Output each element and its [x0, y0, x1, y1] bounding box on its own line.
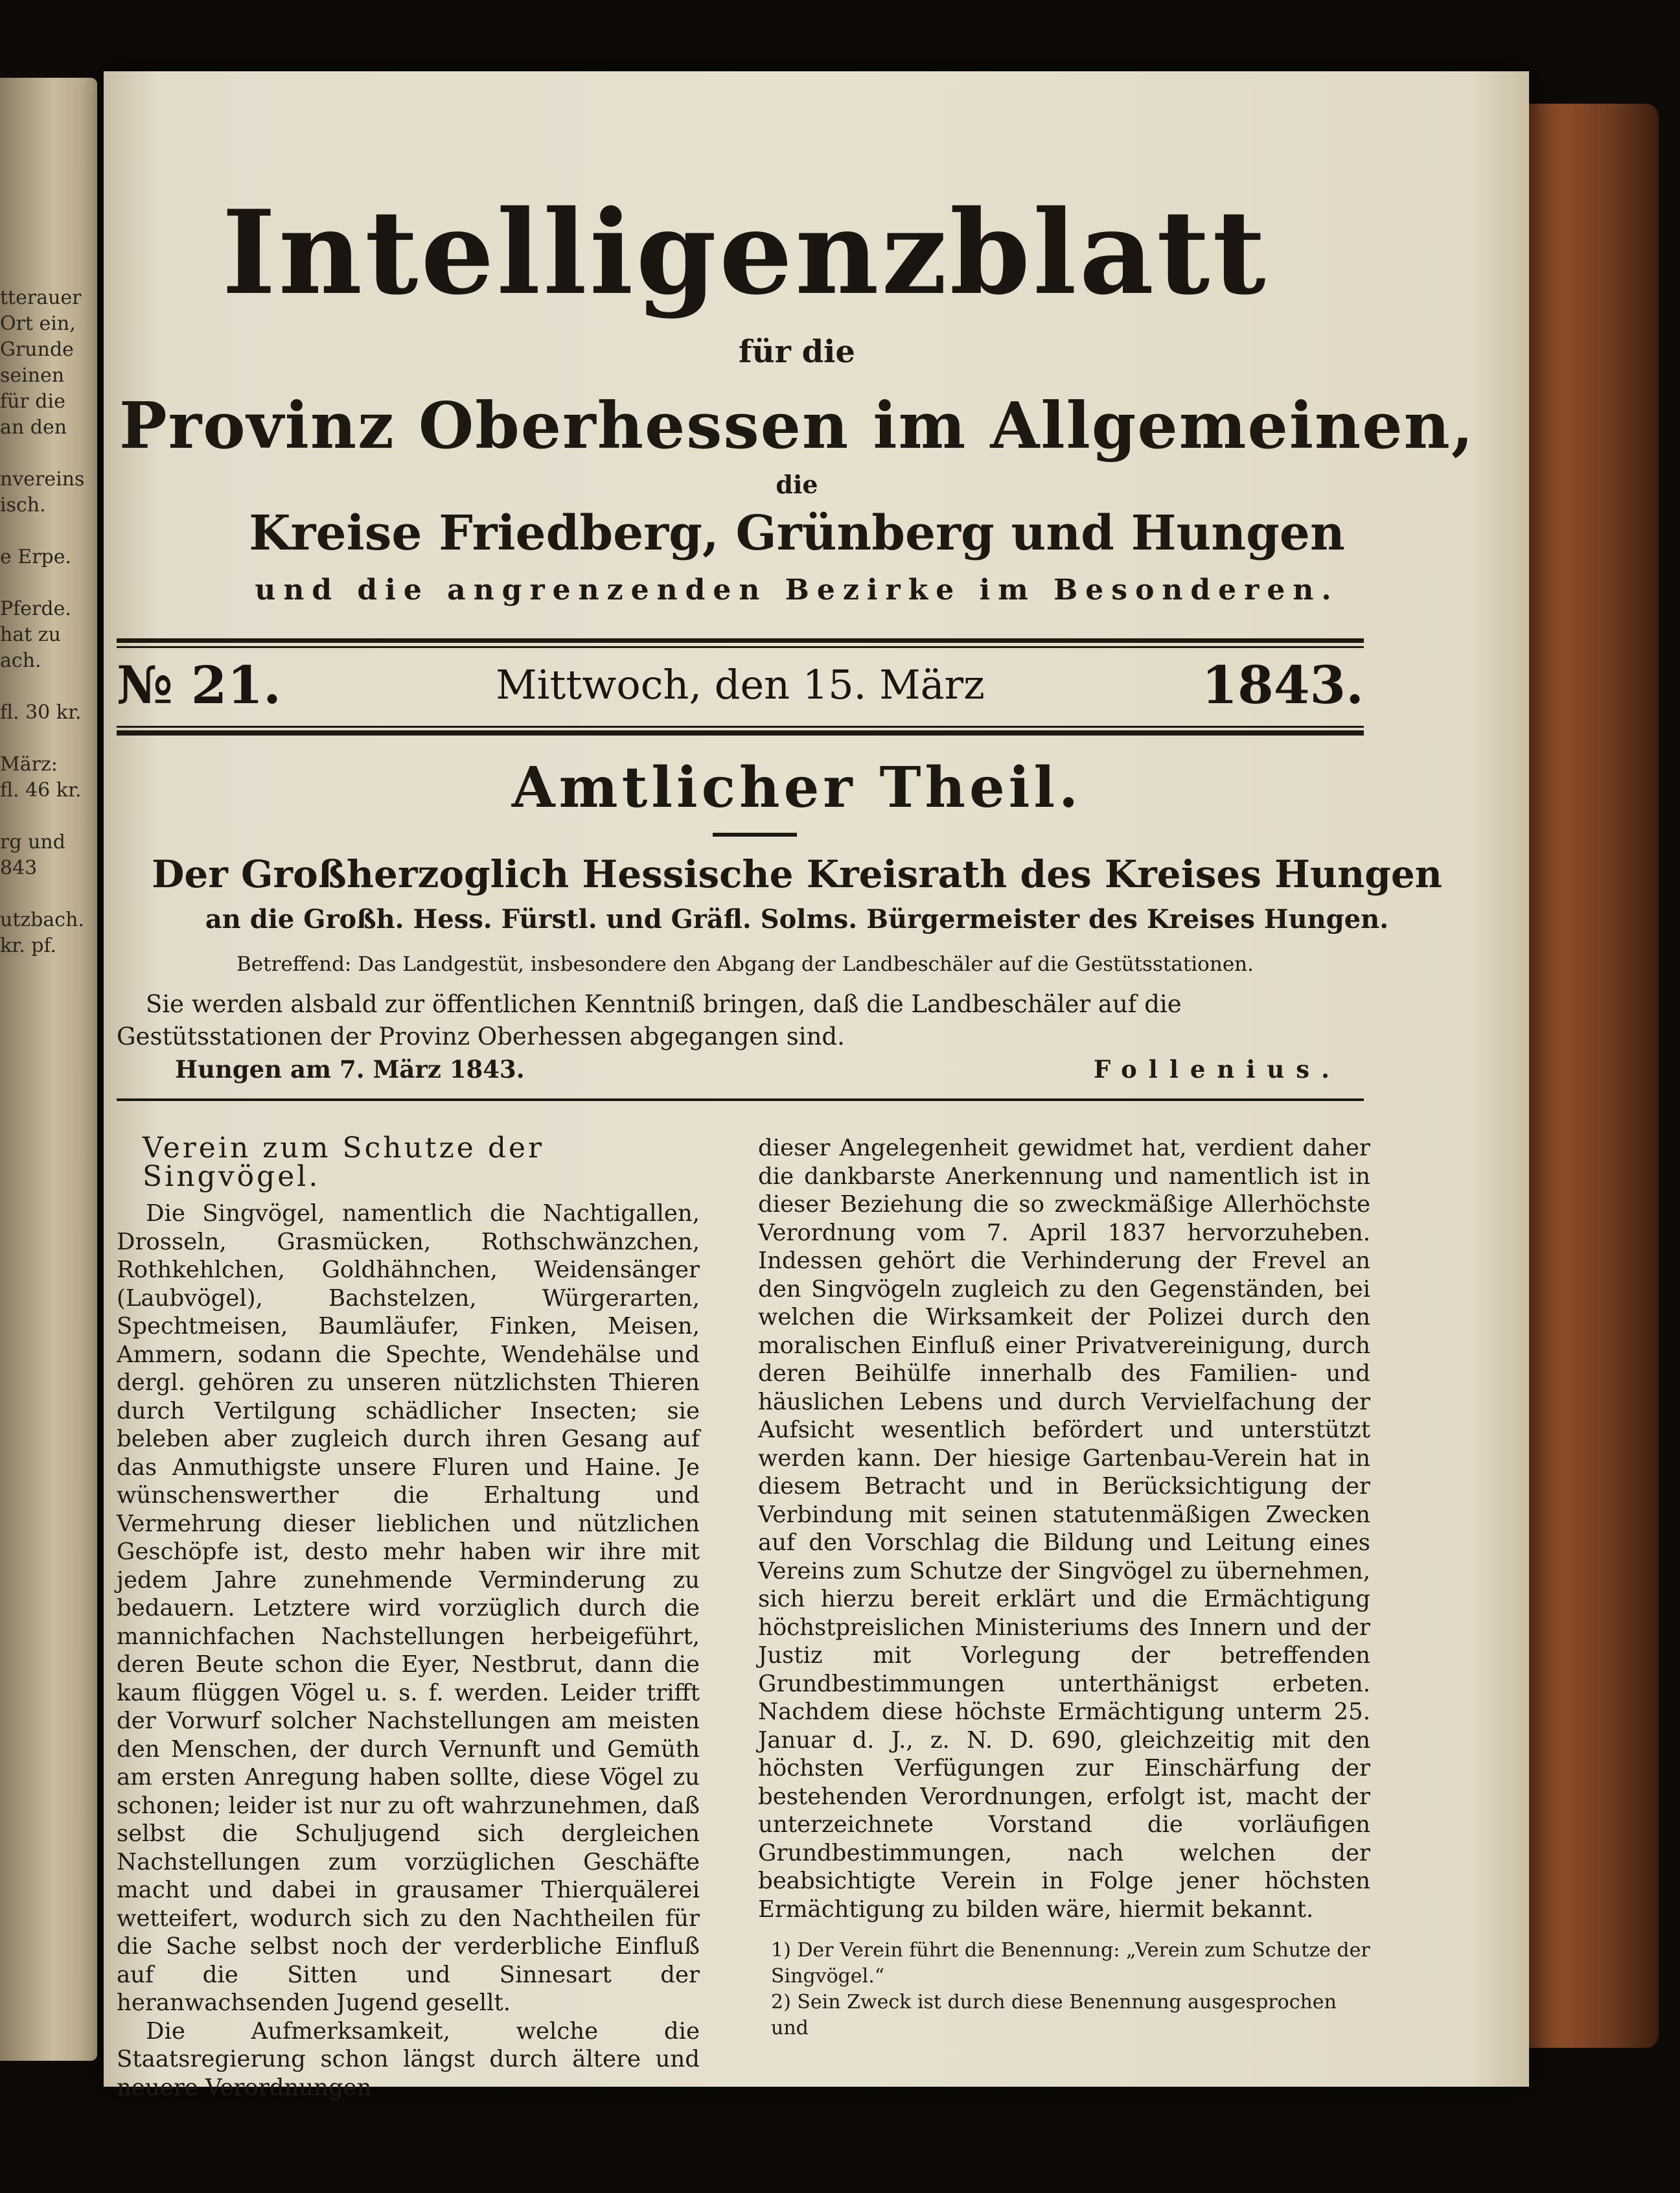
left-page-fragment: ach.	[0, 649, 41, 672]
section-divider	[713, 833, 797, 837]
left-page-text-fragments	[0, 285, 84, 959]
left-page-fragment	[0, 674, 84, 700]
left-page-fragment: e Erpe.	[0, 546, 72, 568]
masthead-provinz: Provinz Oberhessen im Allgemeinen,	[119, 389, 1475, 463]
notice-rule	[117, 1098, 1364, 1101]
left-page-fragment	[0, 881, 84, 907]
masthead-kreise: Kreise Friedberg, Grünberg und Hungen	[249, 505, 1345, 561]
left-page-fragment: nvereins	[0, 468, 84, 491]
issue-row	[117, 655, 1364, 719]
article-paragraph: Die Aufmerksamkeit, welche die Staatsregierung schon längst durch ältere und neuere Verordnungen	[117, 2017, 700, 2101]
left-page-fragment: Ort ein,	[0, 312, 76, 335]
masthead-rule-top-thin	[117, 646, 1364, 648]
notice-sender: Der Großherzoglich Hessische Kreisrath des Kreises Hungen	[152, 852, 1442, 896]
issue-year: 1843.	[1201, 655, 1364, 715]
left-page-fragment: seinen	[0, 364, 65, 387]
left-page-fragment: isch.	[0, 494, 46, 516]
masthead-rule-top	[117, 638, 1364, 643]
left-page-fragment	[0, 441, 84, 467]
left-page-fragment: rg und	[0, 831, 65, 853]
notice-signature: Follenius.	[1093, 1055, 1341, 1084]
masthead-angrenzend: und die angrenzenden Bezirke im Besonderen.	[255, 574, 1339, 607]
footnote-1: 1) Der Verein führt die Benennung: „Verein zum Schutze der Singvögel.“	[771, 1939, 1370, 1988]
notice-body: Sie werden alsbald zur öffentlichen Kenntniß bringen, daß die Landbeschäler auf die Gestütsstationen der Provinz Oberhessen abgegangen sind.	[117, 990, 1182, 1050]
left-page-fragment: tterauer	[0, 286, 82, 309]
masthead-die: die	[776, 470, 818, 499]
article-paragraph: Die Singvögel, namentlich die Nachtigallen, Drosseln, Grasmücken, Rothschwänzchen, Rothkehlchen, Goldhähnchen, Weidensänger (Laubvögel), Bachstelzen, Würgerarten, Spechtmeisen, Baumläufer, Finken, Meisen, Ammern, sodann die Spechte, Wendehälse und dergl. gehören zu unseren nützlichsten Thieren durch Vertilgung schädlicher Insecten; sie beleben aber zugleich durch ihren Gesang auf das Anmuthigste unsere Fluren und Haine. Je wünschenswerther die Erhaltung und Vermehrung dieser lieblichen und nützlichen Geschöpfe ist, desto mehr haben wir ihre mit jedem Jahre zunehmende Verminderung zu bedauern. Letztere wird vorzüglich durch die mannichfachen Nachstellungen herbeigeführt, deren Beute schon die Eyer, Nestbrut, dann die kaum flüggen Vögel u. s. f. werden. Leider trifft der Vorwurf solcher Nachstellungen am meisten den Menschen, der durch Vernunft und Gemüth am ersten Anregung haben sollte, diese Vögel zu schonen; leider ist nur zu oft wahrzunehmen, daß selbst die Schuljugend sich dergleichen Nachstellungen zum vorzüglichen Geschäfte macht und dabei in grausamer Thierquälerei wetteifert, wodurch sich zu den Nachtheilen für die Sache selbst noch der verderbliche Einfluß auf die Sitten und Sinnesart der heranwachsenden Jugend gesellt.	[117, 1200, 700, 2016]
section-title: Amtlicher Theil.	[511, 755, 1083, 820]
article-heading: Verein zum Schutze der Singvögel.	[143, 1131, 545, 1193]
issue-rule-thin	[117, 726, 1364, 728]
left-page-fragment: Pferde.	[0, 598, 71, 620]
notice-footer	[175, 1055, 1341, 1084]
left-page-fragment: an den	[0, 416, 67, 439]
left-page-fragment: fl. 30 kr.	[0, 701, 82, 724]
left-page-fragment: fl. 46 kr.	[0, 779, 82, 802]
left-page-fragment: utzbach.	[0, 909, 84, 931]
article-column-right	[758, 1134, 1370, 2041]
left-page-fragment: kr. pf.	[0, 934, 57, 957]
left-page-fragment	[0, 570, 84, 596]
article-footnotes	[758, 1938, 1370, 2041]
issue-date: Mittwoch, den 15. März	[496, 661, 985, 708]
left-page-fragment	[0, 804, 84, 830]
notice-betreff: Betreffend: Das Landgestüt, insbesondere den Abgang der Landbeschäler auf die Gestütsstationen.	[236, 953, 1254, 976]
footnote-2: 2) Sein Zweck ist durch diese Benennung ausgesprochen und	[771, 1991, 1337, 2039]
left-page-fragment: für die	[0, 390, 65, 413]
left-page-fragment: Grunde	[0, 338, 74, 361]
left-page-fragment: hat zu	[0, 623, 61, 646]
left-page-fragment: März:	[0, 753, 58, 776]
article-column-left	[117, 1131, 700, 2102]
left-page-fragment	[0, 726, 84, 752]
notice-recipient: an die Großh. Hess. Fürstl. und Gräfl. Solms. Bürgermeister des Kreises Hungen.	[205, 904, 1389, 934]
issue-rule-thick	[117, 730, 1364, 736]
masthead-fuer-die: für die	[739, 334, 855, 370]
issue-number: № 21.	[117, 655, 281, 715]
article-paragraph: dieser Angelegenheit gewidmet hat, verdient daher die dankbarste Anerkennung und namentlich ist in dieser Beziehung die so zweckmäßige Allerhöchste Verordnung vom 7. April 1837 hervorzuheben. Indessen gehört die Verhinderung der Frevel an den Singvögeln zugleich zu den Gegenständen, bei welchen die Wirksamkeit der Polizei durch den moralischen Einfluß einer Privatvereinigung, durch deren Beihülfe innerhalb des Familien- und häuslichen Lebens und durch Vervielfachung der Aufsicht wesentlich befördert und unterstützt werden kann. Der hiesige Gartenbau-Verein hat in diesem Betracht und in Berücksichtigung der Verbindung mit seinen statutenmäßigen Zwecken auf den Vorschlag die Bildung und Leitung eines Vereins zum Schutze der Singvögel zu übernehmen, sich hierzu bereit erklärt und die Ermächtigung höchstpreislichen Ministeriums des Innern und der Justiz mit Vorlegung der betreffenden Grundbestimmungen unterthänigst erbeten. Nachdem diese höchste Ermächtigung unterm 25. Januar d. J., z. N. D. 690, gleichzeitig mit den höchsten Verfügungen zur Einschärfung der bestehenden Verordnungen, erfolgt ist, macht der unterzeichnete Vorstand die vorläufigen Grundbestimmungen, nach welchen der beabsichtigte Verein in Folge jener höchsten Ermächtigung zu bilden wäre, hiermit bekannt.	[758, 1135, 1370, 1923]
left-page-fragment	[0, 518, 84, 544]
masthead-title: Intelligenzblatt	[222, 185, 1269, 320]
notice-place-date: Hungen am 7. März 1843.	[175, 1055, 525, 1084]
left-page-fragment: 843	[0, 857, 38, 879]
book-binding-edge	[1510, 104, 1659, 2048]
